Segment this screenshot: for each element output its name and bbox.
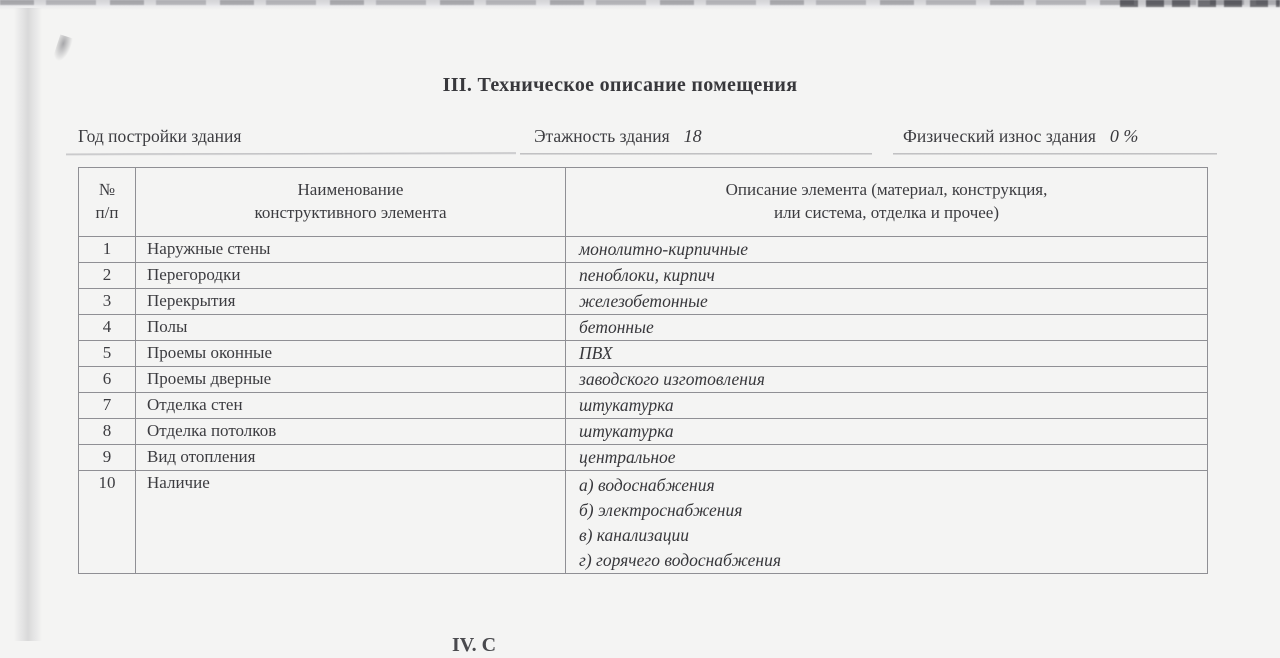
cell-num: 8 (79, 419, 136, 445)
fill-in-rule (893, 153, 1217, 155)
table-row (79, 471, 1208, 574)
cell-desc: железобетонные (566, 289, 1208, 315)
table-body (79, 237, 1208, 574)
table-row (79, 419, 1208, 445)
field-wear-value: 0 % (1109, 126, 1139, 146)
table-row (79, 445, 1208, 471)
cell-num: 9 (79, 445, 136, 471)
field-wear-label: Физический износ здания (903, 126, 1096, 146)
cell-name: Перегородки (136, 263, 566, 289)
field-floors-value: 18 (683, 126, 702, 146)
cell-desc: центральное (566, 445, 1208, 471)
cell-name: Проемы оконные (136, 341, 566, 367)
col-header-num (79, 168, 136, 237)
fill-in-rule (66, 152, 516, 155)
field-year-built-label: Год постройки здания (78, 126, 242, 146)
cell-num: 5 (79, 341, 136, 367)
cell-desc: штукатурка (566, 419, 1208, 445)
cell-name: Перекрытия (136, 289, 566, 315)
cell-name: Наружные стены (136, 237, 566, 263)
field-floors-label: Этажность здания (534, 126, 670, 146)
table-row (79, 263, 1208, 289)
cell-num: 7 (79, 393, 136, 419)
col-header-desc (566, 168, 1208, 237)
section-title: III. Техническое описание помещения (442, 74, 798, 96)
cell-num: 1 (79, 237, 136, 263)
cell-line: в) канализации (579, 525, 689, 545)
header-line: № (98, 180, 116, 200)
field-floors (534, 126, 702, 147)
cell-num: 10 (79, 471, 136, 574)
cell-desc: бетонные (566, 315, 1208, 341)
cell-num: 3 (79, 289, 136, 315)
table-row (79, 237, 1208, 263)
cell-num: 6 (79, 367, 136, 393)
header-line: п/п (95, 203, 119, 222)
cell-line: а) водоснабжения (579, 475, 715, 495)
cell-num: 4 (79, 315, 136, 341)
cell-desc: штукатурка (566, 393, 1208, 419)
cell-desc (566, 471, 1208, 574)
table-row (79, 289, 1208, 315)
cell-line: б) электроснабжения (579, 500, 743, 520)
cell-name: Отделка стен (136, 393, 566, 419)
cell-desc: пеноблоки, кирпич (566, 263, 1208, 289)
header-line: конструктивного элемента (254, 203, 447, 222)
table-row (79, 315, 1208, 341)
table-row (79, 341, 1208, 367)
technical-description-table (78, 167, 1208, 574)
page-left-edge-shadow (14, 8, 42, 641)
cell-name: Отделка потолков (136, 419, 566, 445)
table-header-row (79, 168, 1208, 237)
cell-name: Полы (136, 315, 566, 341)
scan-smudge (52, 34, 73, 63)
cell-name: Вид отопления (136, 445, 566, 471)
col-header-name (136, 168, 566, 237)
table-row (79, 393, 1208, 419)
next-section-partial-title: IV. С (452, 634, 497, 656)
cell-name: Проемы дверные (136, 367, 566, 393)
fill-in-rule (520, 153, 872, 155)
cell-name: Наличие (136, 471, 566, 574)
cell-desc: монолитно-кирпичные (566, 237, 1208, 263)
cell-num: 2 (79, 263, 136, 289)
header-line: Описание элемента (материал, конструкция, (725, 180, 1048, 200)
field-wear (903, 126, 1138, 147)
field-year-built (78, 126, 255, 147)
cell-desc: заводского изготовления (566, 367, 1208, 393)
header-line: или система, отделка и прочее) (773, 203, 1000, 222)
cell-line: г) горячего водоснабжения (579, 550, 781, 570)
header-line: Наименование (297, 180, 404, 200)
scan-top-edge-artifact (0, 0, 1280, 10)
field-year-built-value (241, 126, 255, 146)
cell-desc: ПВХ (566, 341, 1208, 367)
table-row (79, 367, 1208, 393)
